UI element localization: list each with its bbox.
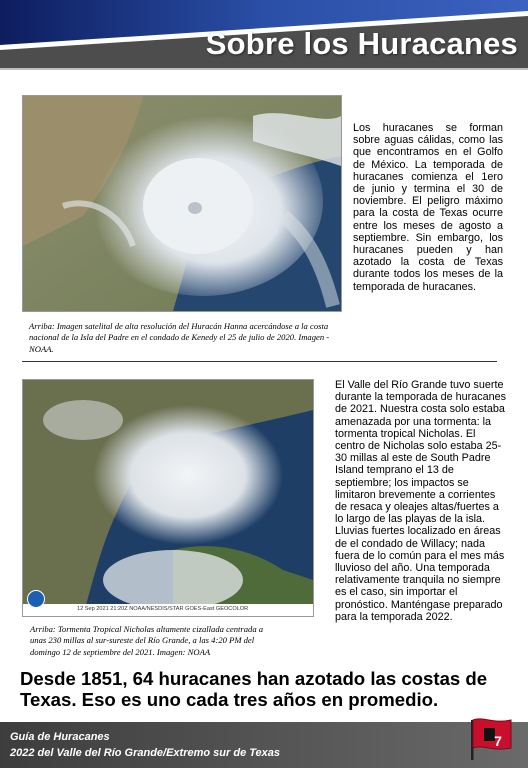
season-2021-paragraph: El Valle del Río Grande tuvo suerte durante la temporada de huracanes de 2021. Nuestra costa solo estaba amenazada por una tormenta: la tormenta tropical Nicholas. El centro de Nicholas solo estaba 25-30 millas al este de South Padre Island temprano el 13 de septiembre; los impactos se limitaron brevemente a corrientes de resaca y oleajes altas/fuertes a lo largo de las playas de la isla. Lluvias fuertes localizado en áreas de el condado de Willacy; nada fuera de lo común para el mes más lluvioso del año. Una temporada relativamente tranquila no siempre es el caso, sin importar el pronóstico. Manténgase preparado para la temporada 2022. — [335, 379, 507, 623]
tropical-storm-nicholas-satellite-image — [22, 379, 314, 617]
image-caption-nicholas: Arriba: Tormenta Tropical Nicholas altamente cizallada centrada a unas 230 millas al sur-sureste del Río Grande, a las 4:20 PM del domingo 12 de septiembre del 2021. Imagen: NOAA — [30, 624, 264, 657]
hurricane-frequency-fact: Desde 1851, 64 huracanes han azotado las costas de Texas. Eso es uno cada tres años en promedio. — [20, 668, 488, 710]
page-header — [0, 0, 528, 72]
page-title: Sobre los Huracanes — [205, 26, 518, 61]
page-number: 7 — [494, 733, 502, 749]
footer-banner — [0, 722, 528, 768]
noaa-logo-icon — [27, 590, 45, 608]
image-caption-hanna: Arriba: Imagen satelital de alta resolución del Huracán Hanna acercándose a la costa nacional de la Isla del Padre en el condado de Kenedy el 25 de julio de 2020. Imagen - NOAA. — [29, 321, 330, 354]
hurricane-season-paragraph: Los huracanes se forman sobre aguas cálidas, como las que encontramos en el Golfo de México. La temporada de huracanes comienza el 1ero de junio y termina el 30 de noviembre. El peligro máximo para la costa de Texas ocurre entre los meses de agosto a septiembre. Sin embargo, los huracanes pueden y han azotado la costa de Texas durante todos los meses de la temporada de huracanes. — [353, 122, 503, 293]
page-footer — [0, 722, 528, 768]
footer-title: Guía de Huracanes — [10, 731, 110, 743]
section-divider — [22, 361, 497, 362]
footer-subtitle: 2022 del Valle del Río Grande/Extremo sur de Texas — [10, 747, 281, 759]
hurricane-hanna-satellite-image — [22, 95, 342, 312]
image-timestamp: 12 Sep 2021 21:20Z NOAA/NESDIS/STAR GOES-East GEOCOLOR — [77, 606, 249, 612]
